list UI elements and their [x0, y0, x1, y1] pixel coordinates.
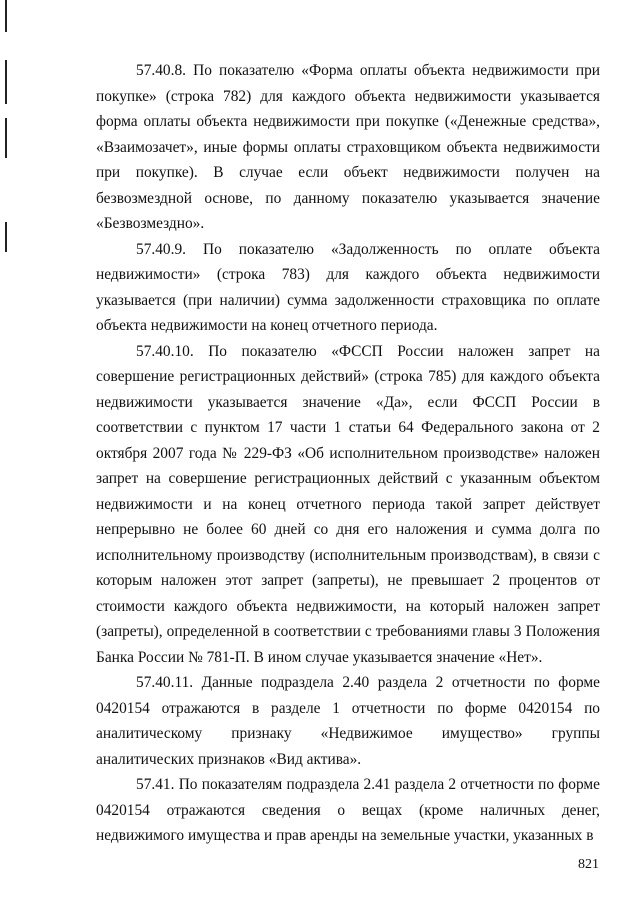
margin-mark-3 — [5, 118, 7, 158]
page-number: 821 — [578, 857, 599, 872]
paragraph-57-41: 57.41. По показателям подраздела 2.41 раздела 2 отчетности по форме 0420154 отражаются сведения о вещах (кроме наличных денег, недвижимого имущества и прав аренды на земельные участки, указанных в — [96, 776, 600, 844]
paragraph-57-40-10: 57.40.10. По показателю «ФССП России наложен запрет на совершение регистрационных действий» (строка 785) для каждого объекта недвижимости указывается значение «Да», если ФССП России в соответствии с пунктом 17 части 1 статьи 64 Федерального закона от 2 октября 2007 года № 229-ФЗ «Об исполнительном производстве» наложен запрет на совершение регистрационных действий с указанным объектом недвижимости и на конец отчетного периода такой запрет действует непрерывно не более 60 дней со дня его наложения и сумма долга по исполнительному производству (исполнительным производствам), в связи с которым наложен этот запрет (запреты), не превышает 2 процентов от стоимости каждого объекта недвижимости, на который наложен запрет (запреты), определенной в соответствии с требованиями главы 3 Положения Банка России № 781-П. В ином случае указывается значение «Нет». — [96, 342, 600, 666]
margin-mark-4 — [5, 222, 7, 252]
paragraph-57-40-11: 57.40.11. Данные подраздела 2.40 раздела 2 отчетности по форме 0420154 отражаются в разделе 1 отчетности по форме 0420154 по аналитическому признаку «Недвижимое имущество» группы аналитических признаков «Вид актива». — [96, 674, 600, 768]
paragraph-57-40-8: 57.40.8. По показателю «Форма оплаты объекта недвижимости при покупке» (строка 782) для каждого объекта недвижимости указывается форма оплаты объекта недвижимости при покупке («Денежные средства», «Взаимозачет», иные формы оплаты страховщиком объекта недвижимости при покупке). В случае если объект недвижимости получен на безвозмездной основе, по данному показателю указывается значение «Безвозмездно». — [96, 62, 600, 232]
paragraph-57-40-9: 57.40.9. По показателю «Задолженность по оплате объекта недвижимости» (строка 783) для каждого объекта недвижимости указывается (при наличии) сумма задолженности страховщика по оплате объекта недвижимости на конец отчетного периода. — [96, 240, 600, 334]
document-body — [96, 58, 600, 849]
margin-mark-1 — [5, 0, 7, 32]
margin-mark-2 — [5, 60, 7, 104]
